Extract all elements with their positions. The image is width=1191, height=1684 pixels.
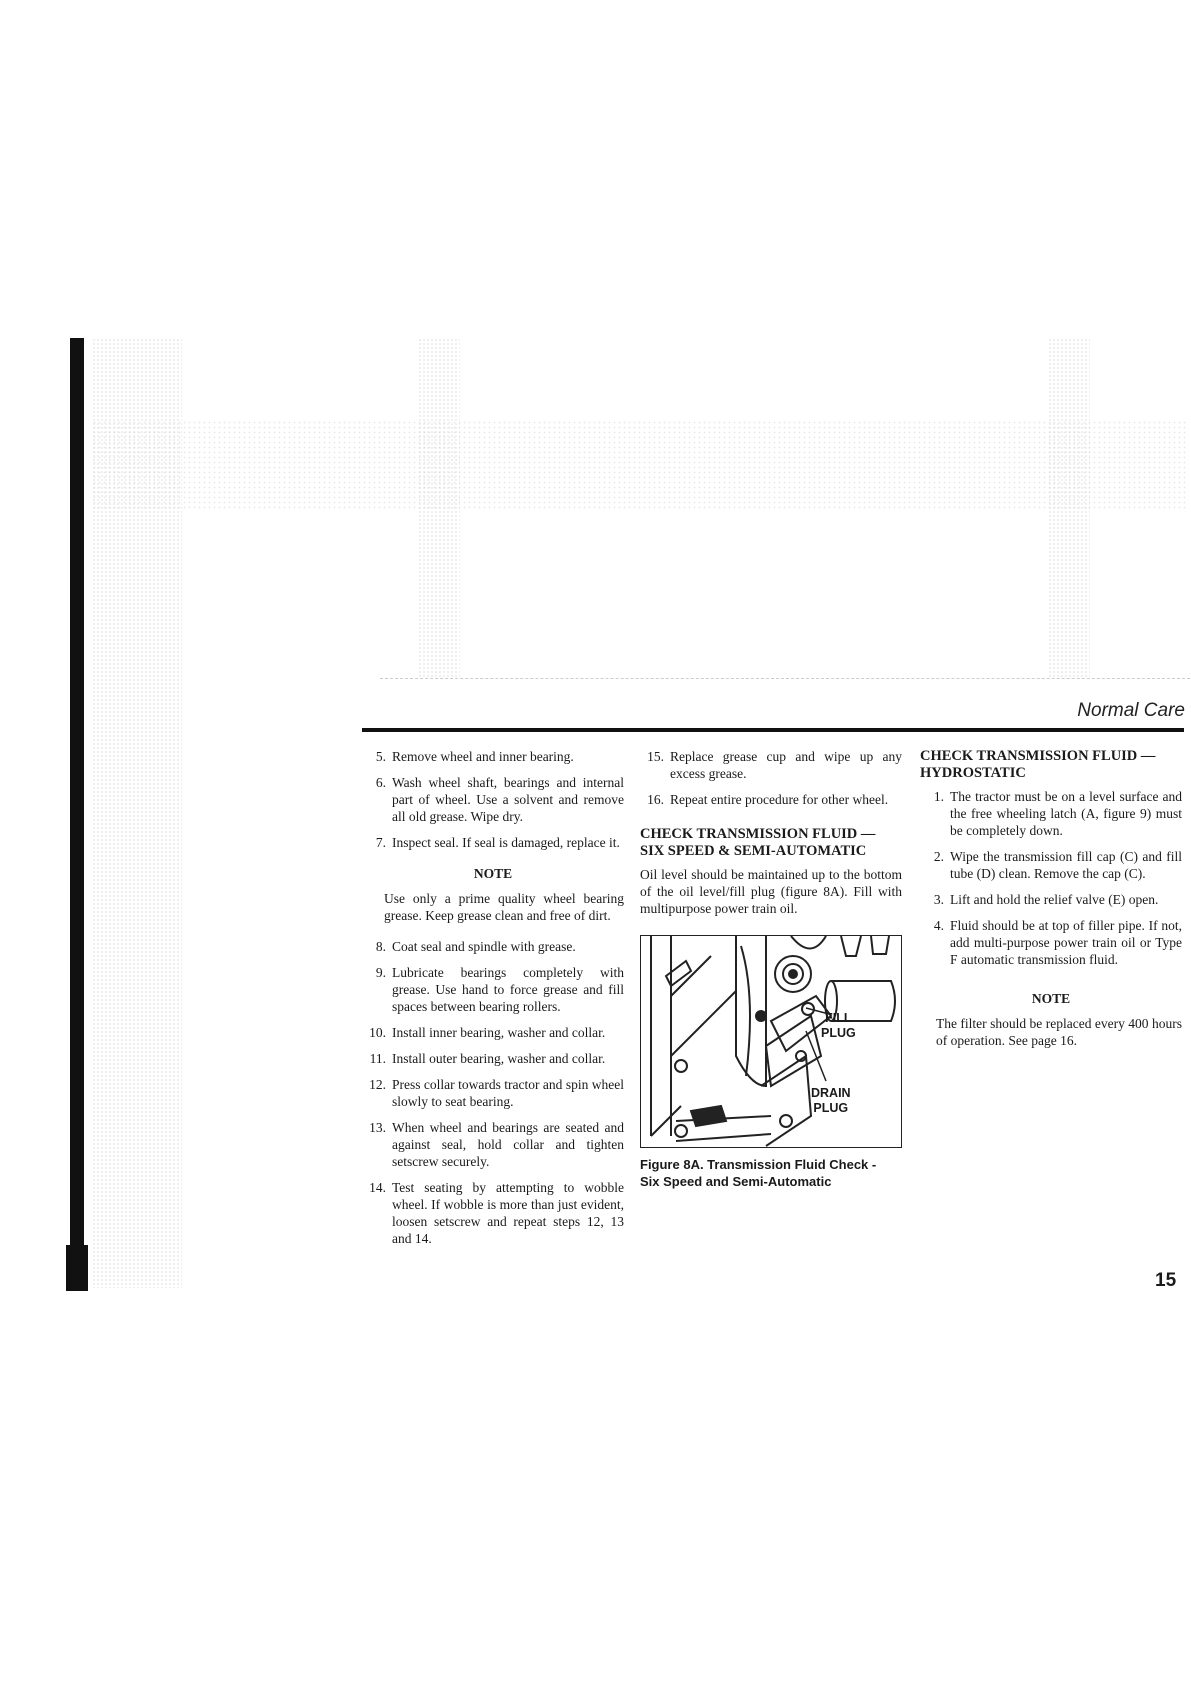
note-title: NOTE: [473, 866, 513, 881]
note-text: The filter should be replaced every 400 hours of operation. See page 16.: [936, 1016, 1182, 1048]
binding-edge-notch: [66, 1245, 88, 1291]
header-rule: [362, 728, 1184, 732]
figure-caption: Figure 8A. Transmission Fluid Check - Six Speed and Semi-Automatic: [640, 1157, 877, 1189]
section-header-title: Normal Care: [1077, 700, 1185, 721]
page-number: 15: [1155, 1270, 1177, 1291]
procedure-list-d: [920, 788, 1182, 968]
column-2: [640, 748, 902, 1190]
column-3: [920, 748, 1182, 1063]
list-item: 3. Lift and hold the relief valve (E) open.: [933, 892, 1159, 907]
note-text: Use only a prime quality wheel bearing grease. Keep grease clean and free of dirt.: [384, 891, 624, 923]
binding-edge: [70, 338, 84, 1290]
list-item: 4. Fluid should be at top of filler pipe. If not, add multi-purpose power train oil or Type F automatic transmission fluid.: [933, 918, 1182, 967]
list-item: 14. Test seating by attempting to wobble wheel. If wobble is more than just evident, loosen setscrew and repeat steps 12, 13 and 14.: [369, 1180, 624, 1246]
list-item: 1. The tractor must be on a level surface and the free wheeling latch (A, figure 9) must be completely down.: [933, 789, 1182, 838]
list-item: 10. Install inner bearing, washer and collar.: [369, 1025, 606, 1040]
list-item: 11. Install outer bearing, washer and collar.: [369, 1051, 606, 1066]
note-title: NOTE: [1031, 991, 1071, 1006]
list-item: 16. Repeat entire procedure for other wheel.: [647, 792, 889, 807]
procedure-list-a: [362, 748, 624, 851]
list-item: 15. Replace grease cup and wipe up any excess grease.: [647, 749, 902, 781]
list-item: 2. Wipe the transmission fill cap (C) and fill tube (D) clean. Remove the cap (C).: [933, 849, 1182, 881]
list-item: 8. Coat seal and spindle with grease.: [375, 939, 576, 954]
scan-noise-band: [92, 420, 1187, 510]
list-item: 5. Remove wheel and inner bearing.: [375, 749, 574, 764]
callout-drain-plug: DRAIN PLUG: [811, 1086, 851, 1115]
list-item: 12. Press collar towards tractor and spin wheel slowly to seat bearing.: [369, 1077, 624, 1109]
section-heading-six-speed: CHECK TRANSMISSION FLUID — SIX SPEED & SEMI-AUTOMATIC: [640, 826, 876, 859]
section-text: Oil level should be maintained up to the bottom of the oil level/fill plug (figure 8A). Fill with multipurpose power train oil.: [640, 867, 902, 916]
procedure-list-c: [640, 748, 902, 808]
figure-8a-illustration: [640, 935, 902, 1148]
column-1: [362, 748, 624, 1256]
list-item: 13. When wheel and bearings are seated and against seal, hold collar and tighten setscrew securely.: [369, 1120, 624, 1169]
list-item: 7. Inspect seal. If seal is damaged, replace it.: [375, 835, 620, 850]
list-item: 6. Wash wheel shaft, bearings and internal part of wheel. Use a solvent and remove all old grease. Wipe dry.: [375, 775, 624, 824]
procedure-list-b: [362, 938, 624, 1247]
scan-shadow-line: [380, 678, 1190, 680]
section-heading-hydrostatic: CHECK TRANSMISSION FLUID — HYDROSTATIC: [920, 748, 1156, 781]
list-item: 9. Lubricate bearings completely with grease. Use hand to force grease and fill spaces between bearing rollers.: [375, 965, 624, 1014]
callout-fill-plug: FILL PLUG: [821, 1011, 856, 1040]
transmission-line-drawing: [641, 936, 902, 1148]
